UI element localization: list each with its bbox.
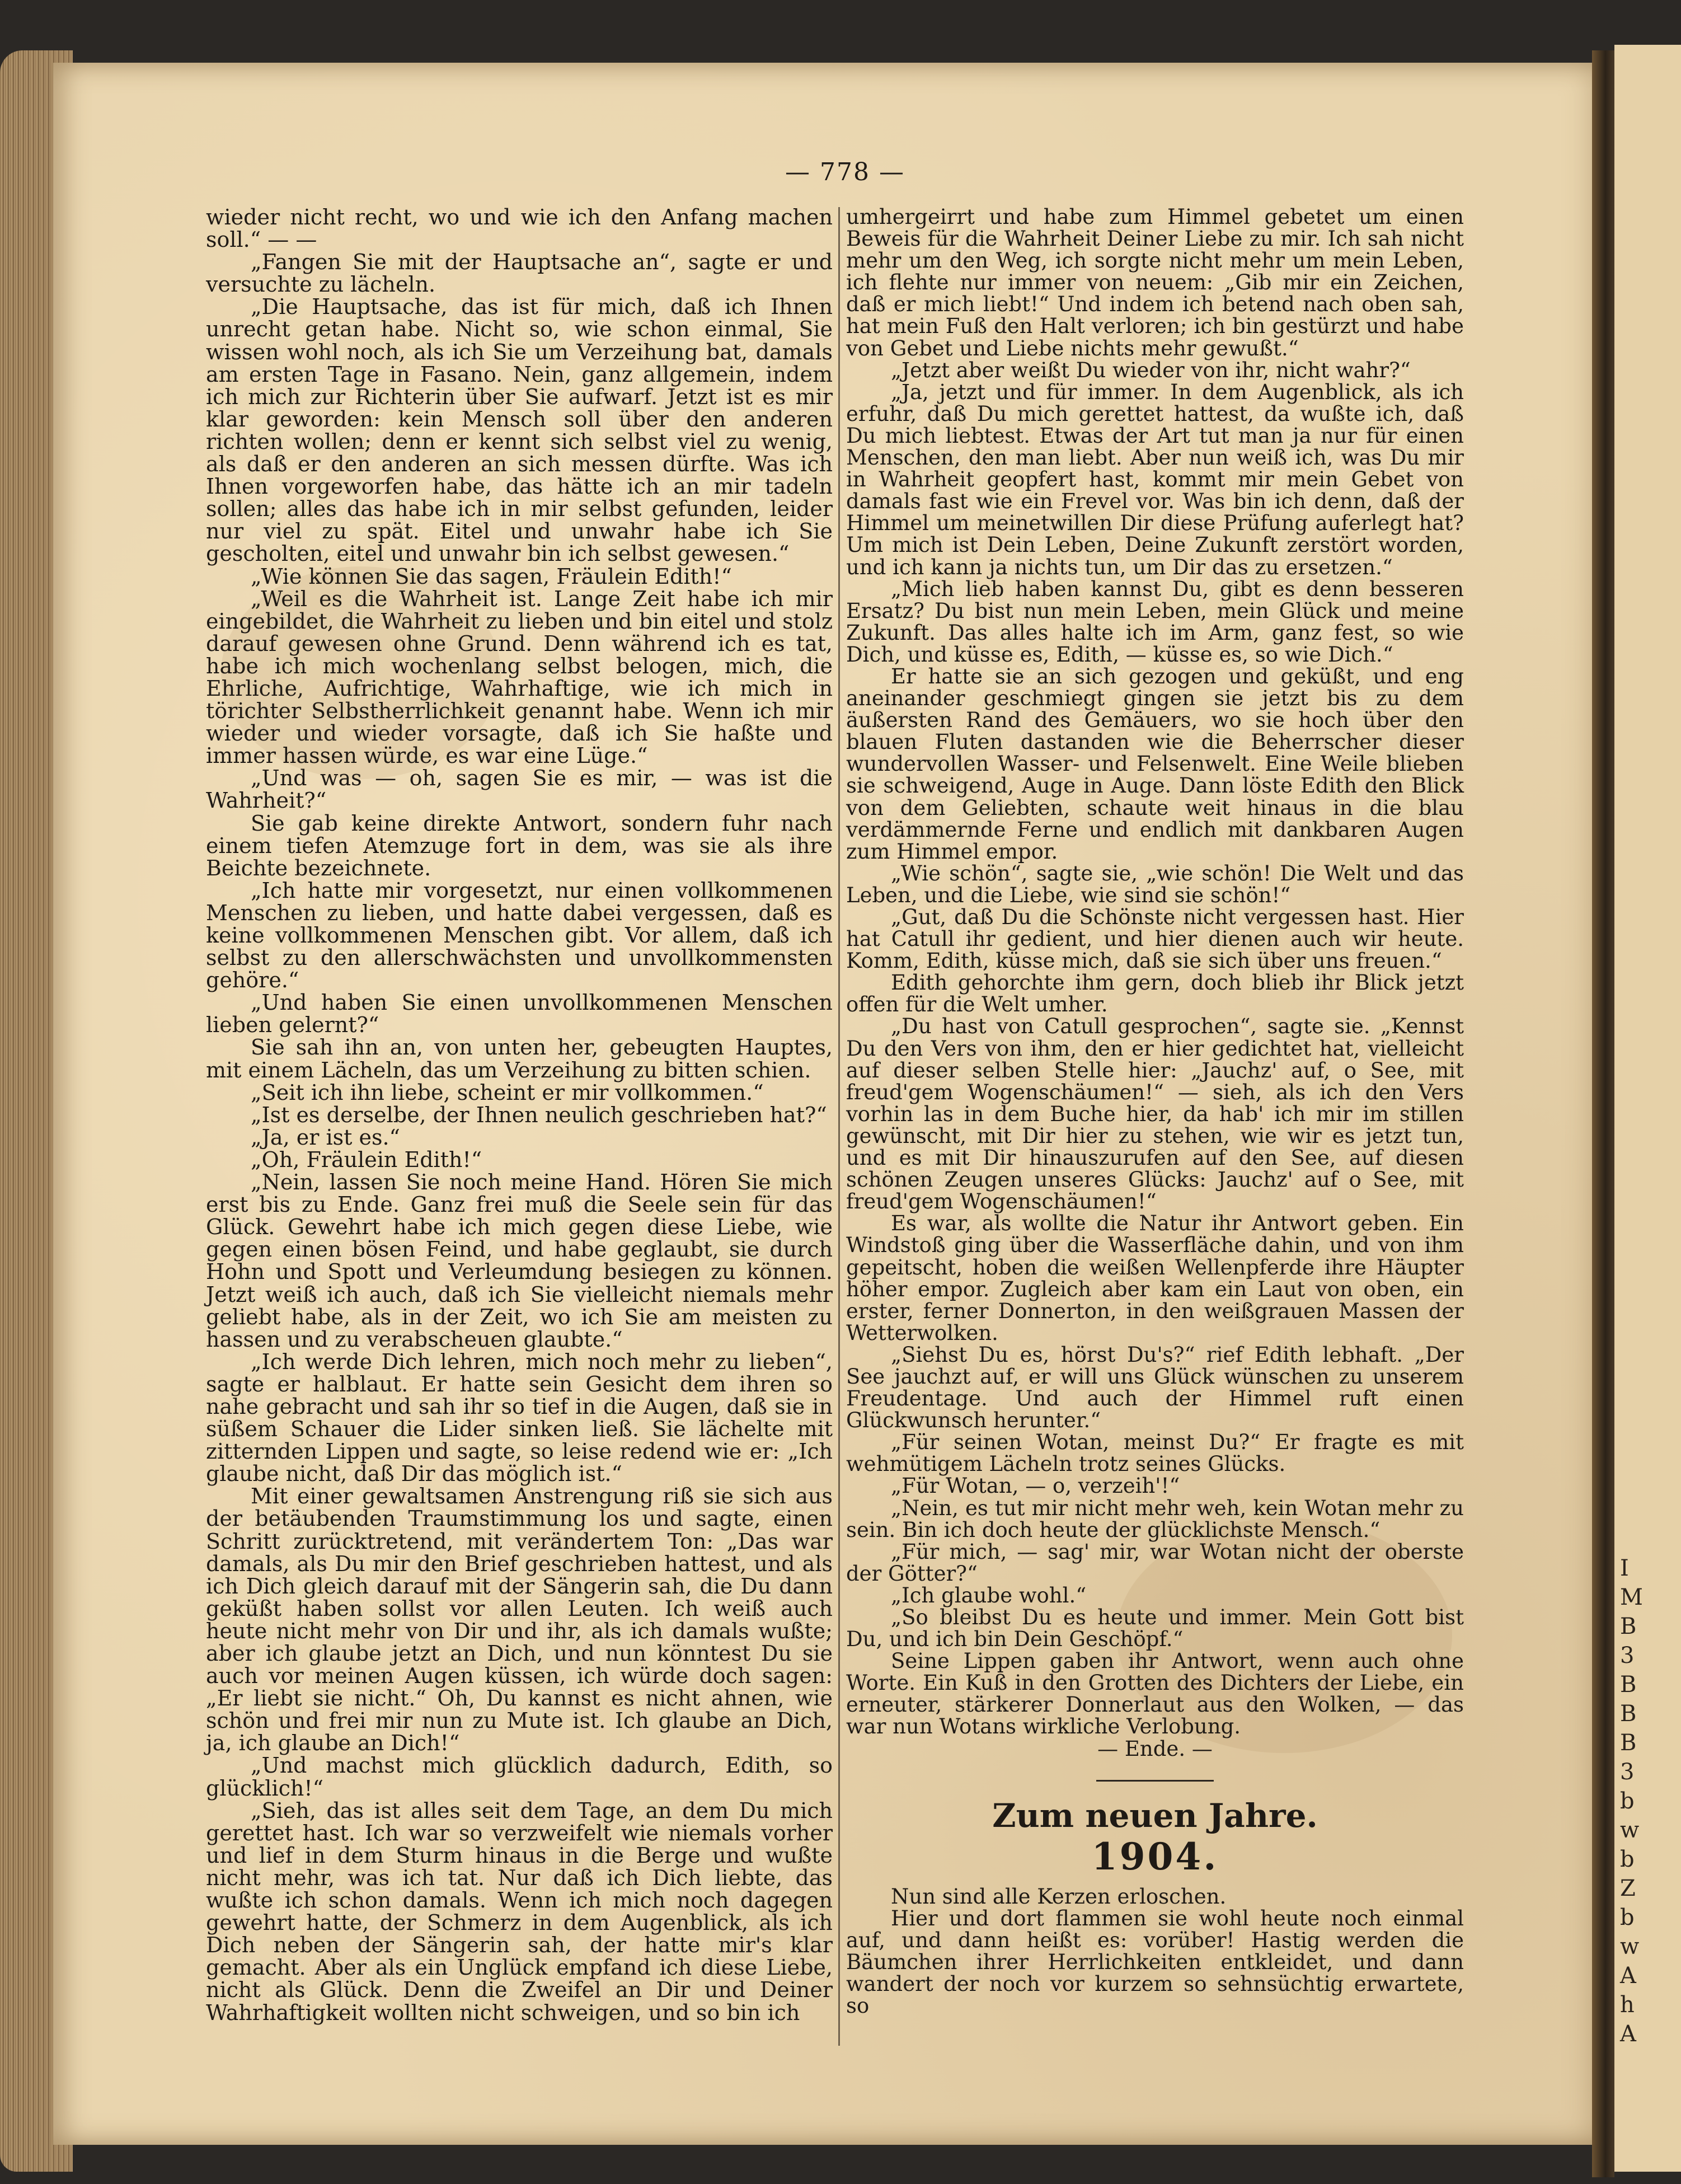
paragraph: „Ja, jetzt und für immer. In dem Augenblick, als ich erfuhr, daß Du mich gerettet hattest, da wußte ich, daß Du mich liebtest. Etwas der Art tut man ja nur für einen Menschen, den man liebt. Aber nun weiß ich, was Du mir in Wahrheit geopfert hast, kommt mir mein Gebet von damals fast wie ein Frevel vor. Was bin ich denn, daß der Himmel um meinetwillen Dir diese Prüfung auferlegt hat? Um mich ist Dein Leben, Deine Zukunft zerstört worden, und ich kann ja nichts tun, um Dir das zu ersetzen.“ [846,379,1464,579]
paragraph: „Für mich, — sag' mir, war Wotan nicht der oberste der Götter?“ [846,1539,1464,1586]
next-page-text-fragment: w [1620,1817,1640,1843]
paragraph: „Sieh, das ist alles seit dem Tage, an dem Du mich gerettet hast. Ich war so verzweifelt wie niemals vorher und lief in dem Sturm hinaus in die Berge und wußte nicht mehr, was ich tat. Nur daß ich Dich liebte, das wußte ich schon damals. Wenn ich mich noch dagegen gewehrt hatte, der Schmerz in dem Augenblick, als ich Dich neben der Sängerin sah, der hatte mir's klar gemacht. Aber als ein Unglück empfand ich diese Liebe, nicht als Glück. Denn die Zweifel an Dir und Deiner Wahrhaftigkeit wollten nicht schweigen, und so bin ich [206,1798,833,2025]
page-gutter [1592,50,1614,2177]
paragraph: „Seit ich ihn liebe, scheint er mir vollkommen.“ [251,1080,764,1105]
paragraph: „Ja, er ist es.“ [251,1124,400,1150]
poem-title: Zum neuen Jahre. [992,1796,1318,1835]
paragraph: „Ist es derselbe, der Ihnen neulich geschrieben hat?“ [251,1102,827,1127]
paragraph: „Ich werde Dich lehren, mich noch mehr zu lieben“, sagte er halblaut. Er hatte sein Gesicht dem ihren so nahe gebracht und sah ihr so tief in die Augen, daß sie in süßem Schauer die Lider sinken ließ. Sie lächelte mit zitternden Lippen und sagte, so leise redend wie er: „Ich glaube nicht, daß Dir das möglich ist.“ [206,1349,833,1487]
next-page-edge [1614,45,1681,2172]
paragraph: „Ich glaube wohl.“ [891,1583,1087,1607]
next-page-text-fragment: w [1620,1934,1640,1960]
paragraph: „Für Wotan, — o, verzeih'!“ [891,1474,1180,1498]
paragraph: „Und haben Sie einen unvollkommenen Menschen lieben gelernt?“ [206,990,833,1038]
next-page-text-fragment: b [1620,1846,1635,1872]
paragraph: „Jetzt aber weißt Du wieder von ihr, nicht wahr?“ [891,358,1411,382]
paragraph: Hier und dort flammen sie wohl heute noch einmal auf, und dann heißt es: vorüber! Hastig werden die Bäumchen ihrer Herrlichkeiten entkleidet, und dann wandert der noch vor kurzem so sehnsüchtig erwartete, so [846,1906,1464,2018]
right-column [846,206,1464,2017]
paragraph: umhergeirrt und habe zum Himmel gebetet um einen Beweis für die Wahrheit Deiner Liebe zu mir. Ich sah nicht mehr um den Weg, ich sorgte nicht mehr um mein Leben, ich flehte nur immer von neuem: „Gib mir ein Zeichen, daß er mich liebt!“ Und indem ich betend nach oben sah, hat mein Fuß den Halt verloren; ich bin gestürzt und habe von Gebet und Liebe nichts mehr gewußt.“ [846,205,1464,360]
paragraph: „Ich hatte mir vorgesetzt, nur einen vollkommenen Menschen zu lieben, und hatte dabei vergessen, daß es keine vollkommenen Menschen gibt. Vor allem, daß ich selbst zu den allerschwächsten und unvollkommensten gehöre.“ [206,878,833,993]
next-page-text-fragment: B [1620,1730,1637,1756]
next-page-text-fragment: B [1620,1614,1637,1639]
poem-year: 1904. [1091,1834,1219,1878]
paragraph: „Für seinen Wotan, meinst Du?“ Er fragte es mit wehmütigem Lächeln trotz seines Glücks. [846,1430,1464,1477]
paragraph: „Du hast von Catull gesprochen“, sagte sie. „Kennst Du den Vers von ihm, den er hier gedichtet hat, vielleicht auf dieser selben Stelle hier: „Jauchz' auf, o See, mit freud'gem Wogenschäumen!“ — sieh, als ich den Vers vorhin las in dem Buche hier, da hab' ich mir im stillen gewünscht, mit Dir hier zu stehen, wie wir es jetzt tun, und es mit Dir hinauszurufen auf den See, auf diesen schönen Zeugen unseres Glücks: Jauchz' auf o See, mit freud'gem Wogenschäumen!“ [846,1014,1464,1214]
paragraph: Sie gab keine direkte Antwort, sondern fuhr nach einem tiefen Atemzuge fort in dem, was sie als ihre Beichte bezeichnete. [206,810,833,880]
left-column [206,206,833,2024]
paragraph: „Fangen Sie mit der Hauptsache an“, sagte er und versuchte zu lächeln. [206,250,833,297]
paragraph: Seine Lippen gaben ihr Antwort, wenn auch ohne Worte. Ein Kuß in den Grotten des Dichters der Liebe, ein erneuter, stärkerer Donnerlaut aus den Wolken, — das war nun Wotans wirkliche Verlobung. [846,1649,1464,1739]
paragraph: „Wie schön“, sagte sie, „wie schön! Die Welt und das Leben, und die Liebe, wie sind sie schön!“ [846,861,1464,907]
paragraph: Mit einer gewaltsamen Anstrengung riß sie sich aus der betäubenden Traumstimmung los und sagte, einen Schritt zurücktretend, mit verändertem Ton: „Das war damals, als Du mir den Brief geschrieben hattest, und als ich Dich gleich darauf mit der Sängerin sah, die Du dann geküßt haben sollst vor allen Leuten. Ich weiß auch heute nicht mehr von Dir und ihr, als ich damals wußte; aber ich glaube jetzt an Dich, und nun könntest Du sie auch vor meinen Augen küssen, ich würde doch sagen: „Er liebt sie nicht.“ Oh, Du kannst es nicht ahnen, wie schön und frei mir nun zu Mute ist. Ich glaube an Dich, ja, ich glaube an Dich!“ [206,1484,833,1756]
paragraph: Edith gehorchte ihm gern, doch blieb ihr Blick jetzt offen für die Welt umher. [846,971,1464,1017]
paragraph: Es war, als wollte die Natur ihr Antwort geben. Ein Windstoß ging über die Wasserfläche dahin, und von ihm gepeitscht, hoben die weißen Wellenpferde ihre Häupter höher empor. Zugleich aber kam ein Laut von oben, ein erster, ferner Donnerton, in den weißgrauen Massen der Wetterwolken. [846,1211,1464,1345]
paragraph: „Nein, es tut mir nicht mehr weh, kein Wotan mehr zu sein. Bin ich doch heute der glücklichste Mensch.“ [846,1496,1464,1542]
next-page-text-fragment: 3 [1620,1643,1635,1669]
story-end-marker: — Ende. — [1097,1736,1213,1761]
paragraph: „Und was — oh, sagen Sie es mir, — was ist die Wahrheit?“ [206,766,833,813]
paragraph: „Oh, Fräulein Edith!“ [251,1147,482,1172]
next-page-text-fragment: b [1620,1905,1635,1930]
paragraph: „Und machst mich glücklich dadurch, Edith, so glücklich!“ [206,1753,833,1801]
next-page-text-fragment: B [1620,1672,1637,1698]
next-page-text-fragment: A [1620,1963,1636,1989]
next-page-text-fragment: 3 [1620,1759,1635,1785]
paragraph: „Wie können Sie das sagen, Fräulein Edith!“ [251,564,732,589]
section-separator [1096,1780,1214,1782]
paragraph: wieder nicht recht, wo und wie ich den Anfang machen soll.“ — — [206,205,833,252]
paragraph: „Mich lieb haben kannst Du, gibt es denn besseren Ersatz? Du bist nun mein Leben, mein Glück und meine Zukunft. Das alles halte ich im Arm, ganz fest, so wie Dich, und küsse es, Edith, — küsse es, so wie Dich.“ [846,577,1464,667]
next-page-text-fragment: M [1620,1585,1643,1610]
page-number: — 778 — [785,158,905,186]
next-page-text-fragment: I [1620,1555,1629,1581]
next-page-text-fragment: h [1620,1992,1635,2018]
next-page-text-fragment: Z [1620,1876,1636,1901]
paragraph: „So bleibst Du es heute und immer. Mein Gott bist Du, und ich bin Dein Geschöpf.“ [846,1605,1464,1652]
paragraph: Nun sind alle Kerzen erloschen. [891,1884,1227,1909]
paragraph: Sie sah ihn an, von unten her, gebeugten Hauptes, mit einem Lächeln, das um Verzeihung zu bitten schien. [206,1035,833,1082]
next-page-text-fragment: A [1620,2021,1636,2047]
paragraph: „Gut, daß Du die Schönste nicht vergessen hast. Hier hat Catull ihr gedient, und hier dienen auch wir heute. Komm, Edith, küsse mich, daß sie sich über uns freuen.“ [846,905,1464,973]
paragraph: „Siehst Du es, hörst Du's?“ rief Edith lebhaft. „Der See jauchzt auf, er will uns Glück wünschen zu unserem Freudentage. Und auch der Himmel ruft einen Glückwunsch herunter.“ [846,1342,1464,1433]
paragraph: Er hatte sie an sich gezogen und geküßt, und eng aneinander geschmiegt gingen sie jetzt bis zu dem äußersten Rand des Gemäuers, wo sie hoch über den blauen Fluten dastanden wie die Beherrscher dieser wundervollen Wasser- und Felsenwelt. Eine Weile blieben sie schweigend, Auge in Auge. Dann löste Edith den Blick von dem Geliebten, schaute weit hinaus in die blau verdämmernde Ferne und endlich mit dankbaren Augen zum Himmel empor. [846,664,1464,864]
next-page-text-fragment: B [1620,1701,1637,1727]
paragraph: „Die Hauptsache, das ist für mich, daß ich Ihnen unrecht getan habe. Nicht so, wie schon einmal, Sie wissen wohl noch, als ich Sie um Verzeihung bat, damals am ersten Tage in Fasano. Nein, ganz allgemein, indem ich mich zur Richterin über Sie aufwarf. Jetzt ist es mir klar geworden: kein Mensch soll über den anderen richten wollen; denn er kennt sich selbst viel zu wenig, als daß er den anderen an sich messen dürfte. Was ich Ihnen vorgeworfen habe, das hätte ich an mir tadeln sollen; alles das habe ich in mir selbst gefunden, leider nur viel zu spät. Eitel und unwahr habe ich Sie gescholten, eitel und unwahr bin ich selbst gewesen.“ [206,294,833,566]
next-page-text-fragment: b [1620,1788,1635,1814]
column-divider [838,207,840,2046]
paragraph: „Nein, lassen Sie noch meine Hand. Hören Sie mich erst bis zu Ende. Ganz frei muß die Seele sein für das Glück. Gewehrt habe ich mich gegen diese Liebe, wie gegen einen bösen Feind, und habe geglaubt, sie durch Hohn und Spott und Verleumdung besiegen zu können. Jetzt weiß ich auch, daß ich Sie vielleicht niemals mehr geliebt habe, als in der Zeit, wo ich Sie am meisten zu hassen und zu verabscheuen glaubte.“ [206,1170,833,1352]
paragraph: „Weil es die Wahrheit ist. Lange Zeit habe ich mir eingebildet, die Wahrheit zu lieben und bin eitel und stolz darauf gewesen ohne Grund. Denn während ich es tat, habe ich mich wochenlang selbst belogen, mich, die Ehrliche, Aufrichtige, Wahrhaftige, wie ich mich in törichter Selbstherrlichkeit genannt habe. Wenn ich mir wieder und wieder vorsagte, daß ich Sie haßte und immer hassen würde, es war eine Lüge.“ [206,586,833,768]
